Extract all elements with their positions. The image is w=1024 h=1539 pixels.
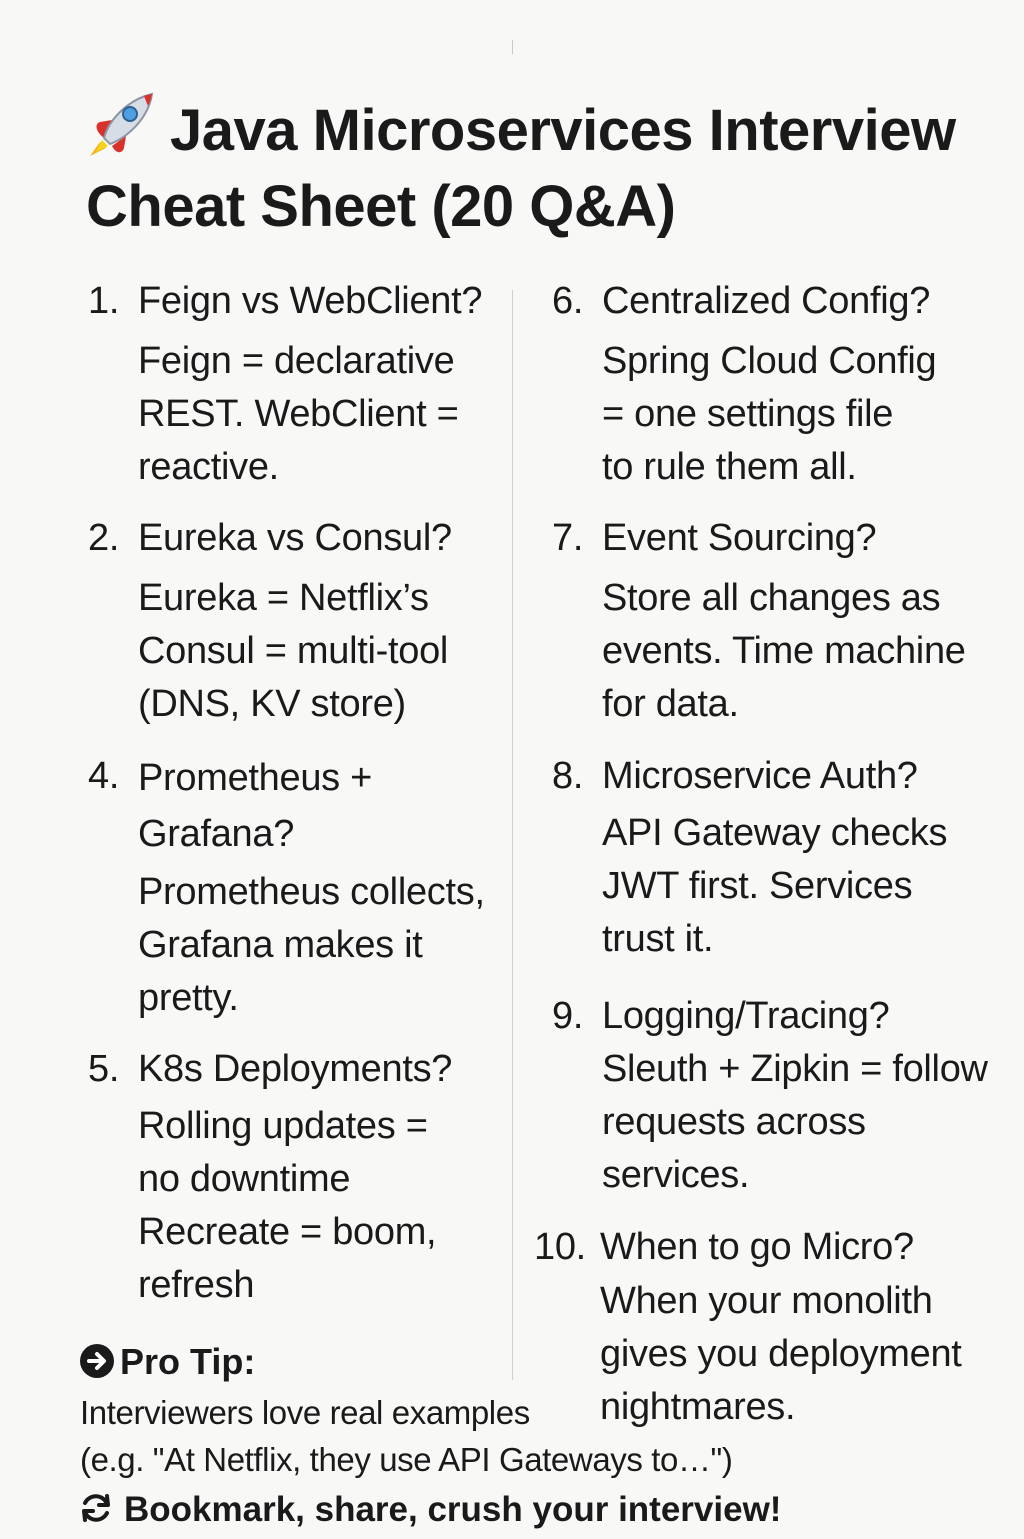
qa-item-1 (88, 275, 508, 495)
item-answer: Spring Cloud Config = one settings file to rule them all. (602, 340, 937, 488)
item-question: Eureka vs Consul? (138, 517, 452, 559)
qa-item-10 (534, 1221, 1012, 1441)
item-number: 10. (534, 1226, 586, 1268)
item-answer: Store all changes as events. Time machine for data. (602, 577, 966, 725)
item-question: Logging/Tracing? (602, 995, 890, 1037)
item-answer: Eureka = Netflix’s Consul = multi-tool (DNS, KV store) (138, 577, 449, 725)
pro-tip-label: Pro Tip: (120, 1341, 256, 1382)
footer-callout (78, 1486, 781, 1534)
qa-item-9 (552, 990, 1012, 1210)
page-title (86, 92, 1006, 245)
top-tick-mark (512, 40, 513, 54)
qa-item-8 (552, 750, 1012, 970)
page-title-text: Java Microservices Interview Cheat Sheet (20 Q&A) (86, 98, 956, 239)
item-question: When to go Micro? (600, 1226, 914, 1268)
refresh-icon (78, 1490, 114, 1526)
arrow-right-circle-icon (80, 1344, 114, 1378)
qa-item-2 (88, 512, 508, 732)
qa-item-7 (552, 512, 1012, 732)
item-number: 8. (552, 755, 584, 797)
item-number: 5. (88, 1048, 120, 1090)
item-question: K8s Deployments? (138, 1048, 453, 1090)
pro-tip-heading (80, 1338, 255, 1386)
item-answer: Rolling updates = no downtime Recreate = boom, refresh (138, 1105, 437, 1306)
pro-tip-line-1: Interviewers love real examples (80, 1394, 530, 1431)
item-question: Feign vs WebClient? (138, 280, 483, 322)
item-question: Prometheus + Grafana? (138, 757, 373, 855)
item-answer: When your monolith gives you deployment nightmares. (600, 1280, 962, 1428)
footer-text: Bookmark, share, crush your interview! (124, 1490, 782, 1529)
item-question: Event Sourcing? (602, 517, 877, 559)
item-number: 9. (552, 995, 584, 1037)
qa-item-6 (552, 275, 1012, 495)
item-number: 6. (552, 280, 584, 322)
item-answer: API Gateway checks JWT first. Services trust it. (602, 812, 948, 960)
qa-item-5 (88, 1043, 508, 1313)
item-number: 1. (88, 280, 120, 322)
column-divider (512, 290, 513, 1380)
item-answer: Prometheus collects, Grafana makes it pretty. (138, 871, 485, 1019)
item-answer: Feign = declarative REST. WebClient = reactive. (138, 340, 459, 488)
rocket-icon (86, 92, 156, 158)
item-question: Microservice Auth? (602, 755, 918, 797)
item-question: Centralized Config? (602, 280, 931, 322)
item-number: 7. (552, 517, 584, 559)
item-number: 4. (88, 755, 120, 797)
item-number: 2. (88, 517, 120, 559)
qa-item-4 (88, 750, 508, 1030)
pro-tip-line-2: (e.g. "At Netflix, they use API Gateways to…") (80, 1441, 733, 1478)
item-answer: Sleuth + Zipkin = follow requests across services. (602, 1048, 988, 1196)
